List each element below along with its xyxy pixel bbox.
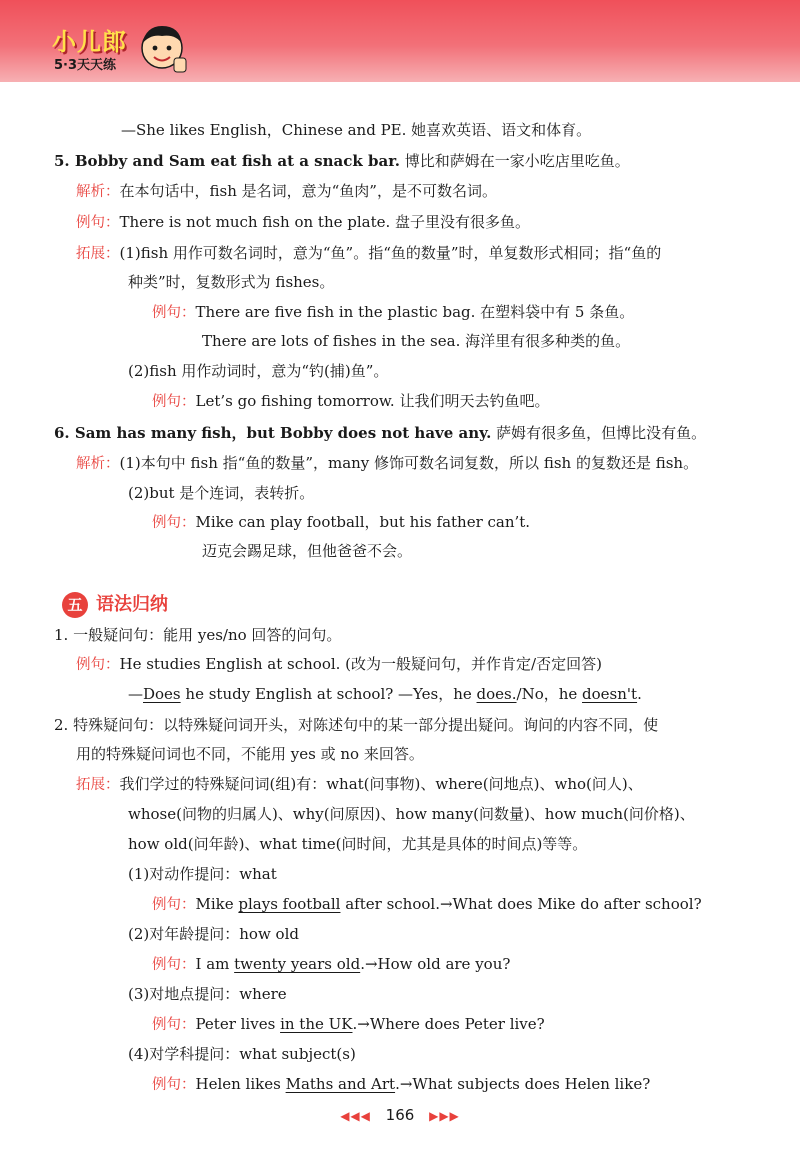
text-line: (3)对地点提问：where <box>128 985 287 1003</box>
text-span: (1)fish 用作可数名词时，意为“鱼”。指“鱼的数量”时，单复数形式相同；指“鱼的 <box>119 244 662 262</box>
text-span: Helen likes <box>195 1075 286 1093</box>
text-span: . <box>637 685 642 703</box>
text-line <box>152 954 510 975</box>
example-tag: 例句： <box>152 957 196 973</box>
text-span: after school.→What does Mike do after school? <box>340 895 702 913</box>
extension-tag: 拓展： <box>76 777 120 793</box>
mascot-icon <box>132 18 192 78</box>
sentence-6 <box>54 423 706 443</box>
text-span: .→Where does Peter live? <box>352 1015 545 1033</box>
text-span: (1)本句中 fish 指“鱼的数量”，many 修饰可数名词复数，所以 fish 的复数还是 fish。 <box>119 454 699 472</box>
text-line <box>152 302 634 323</box>
example-tag: 例句： <box>152 394 196 410</box>
text-line <box>76 654 602 675</box>
text-line <box>152 1074 650 1095</box>
text-line <box>76 243 661 264</box>
page-header-band <box>0 0 800 82</box>
text-line <box>152 512 530 533</box>
example-tag: 例句： <box>152 305 196 321</box>
sentence-6-en: 6. Sam has many fish，but Bobby does not have any. <box>54 424 492 442</box>
text-span: I am <box>195 955 235 973</box>
example-tag: 例句： <box>152 897 196 913</box>
text-line <box>76 774 643 795</box>
text-line: whose(问物的归属人)、why(问原因)、how many(问数量)、how much(问价格)、 <box>128 805 695 823</box>
text-span: He studies English at school. (改为一般疑问句，并作肯定/否定回答) <box>119 655 602 673</box>
text-span: .→How old are you? <box>360 955 511 973</box>
page-number: 166 <box>385 1106 415 1124</box>
text-line: (2)fish 用作动词时，意为“钓(捕)鱼”。 <box>128 362 389 380</box>
text-span: Let’s go fishing tomorrow. 让我们明天去钓鱼吧。 <box>195 392 550 410</box>
text-line: 迈克会踢足球，但他爸爸不会。 <box>202 542 413 560</box>
text-line: 用的特殊疑问词也不同，不能用 yes 或 no 来回答。 <box>76 745 424 763</box>
text-line <box>152 894 702 915</box>
text-line: (2)对年龄提问：how old <box>128 925 299 943</box>
underlined-phrase: Maths and Art <box>285 1075 396 1093</box>
section-number-badge: 五 <box>62 592 88 618</box>
text-line: There are lots of fishes in the sea. 海洋里有很多种类的鱼。 <box>202 332 631 350</box>
text-span: There are five fish in the plastic bag. 在塑料袋中有 5 条鱼。 <box>195 303 635 321</box>
right-arrows-icon: ▶▶▶ <box>429 1109 460 1123</box>
text-line: 种类”时，复数形式为 fishes。 <box>128 273 335 291</box>
text-span: .→What subjects does Helen like? <box>395 1075 651 1093</box>
text-line: —She likes English，Chinese and PE. 她喜欢英语、语文和体育。 <box>121 121 592 139</box>
sentence-5-cn: 博比和萨姆在一家小吃店里吃鱼。 <box>399 152 630 170</box>
text-line: 1. 一般疑问句：能用 yes/no 回答的问句。 <box>54 626 342 644</box>
text-span: — <box>128 685 143 703</box>
example-tag: 例句： <box>76 215 120 231</box>
text-span: Mike <box>195 895 239 913</box>
text-line <box>128 684 642 704</box>
analysis-tag: 解析： <box>76 184 120 200</box>
text-span: Peter lives <box>195 1015 281 1033</box>
underlined-phrase: plays football <box>238 895 341 913</box>
text-span: he study English at school? —Yes，he <box>180 685 477 703</box>
example-tag: 例句： <box>152 1017 196 1033</box>
answer-blank: doesn't <box>582 685 638 703</box>
underlined-phrase: twenty years old <box>234 955 361 973</box>
example-tag: 例句： <box>152 515 196 531</box>
text-line: (1)对动作提问：what <box>128 865 277 883</box>
text-span: 我们学过的特殊疑问词(组)有：what(问事物)、where(问地点)、who(问人)、 <box>119 775 643 793</box>
text-line <box>76 181 497 202</box>
text-line <box>76 453 698 474</box>
text-span: /No，he <box>516 685 583 703</box>
page-footer <box>0 1106 800 1124</box>
text-line: (2)but 是个连词，表转折。 <box>128 484 315 502</box>
answer-blank: Does <box>143 685 181 703</box>
left-arrows-icon: ◀◀◀ <box>340 1109 371 1123</box>
extension-tag: 拓展： <box>76 246 120 262</box>
sentence-5-en: 5. Bobby and Sam eat fish at a snack bar. <box>54 152 400 170</box>
text-line <box>76 212 530 233</box>
text-line <box>152 1014 545 1035</box>
brand-subtitle: 5·3天天练 <box>54 58 117 73</box>
text-span: Mike can play football，but his father can’t. <box>195 513 531 531</box>
sentence-6-cn: 萨姆有很多鱼，但博比没有鱼。 <box>491 424 707 442</box>
underlined-phrase: in the UK <box>280 1015 353 1033</box>
text-span: There is not much fish on the plate. 盘子里没有很多鱼。 <box>119 213 531 231</box>
section-title: 语法归纳 <box>96 594 168 615</box>
sentence-5 <box>54 151 630 171</box>
brand-logo: 小儿郎 <box>52 28 127 56</box>
analysis-tag: 解析： <box>76 456 120 472</box>
text-span: 在本句话中，fish 是名词，意为“鱼肉”，是不可数名词。 <box>119 182 497 200</box>
text-line <box>152 391 549 412</box>
text-line: (4)对学科提问：what subject(s) <box>128 1045 356 1063</box>
example-tag: 例句： <box>76 657 120 673</box>
example-tag: 例句： <box>152 1077 196 1093</box>
text-line: how old(问年龄)、what time(问时间，尤其是具体的时间点)等等。 <box>128 835 588 853</box>
text-line: 2. 特殊疑问句：以特殊疑问词开头，对陈述句中的某一部分提出疑问。询问的内容不同，使 <box>54 716 659 734</box>
answer-blank: does. <box>476 685 517 703</box>
